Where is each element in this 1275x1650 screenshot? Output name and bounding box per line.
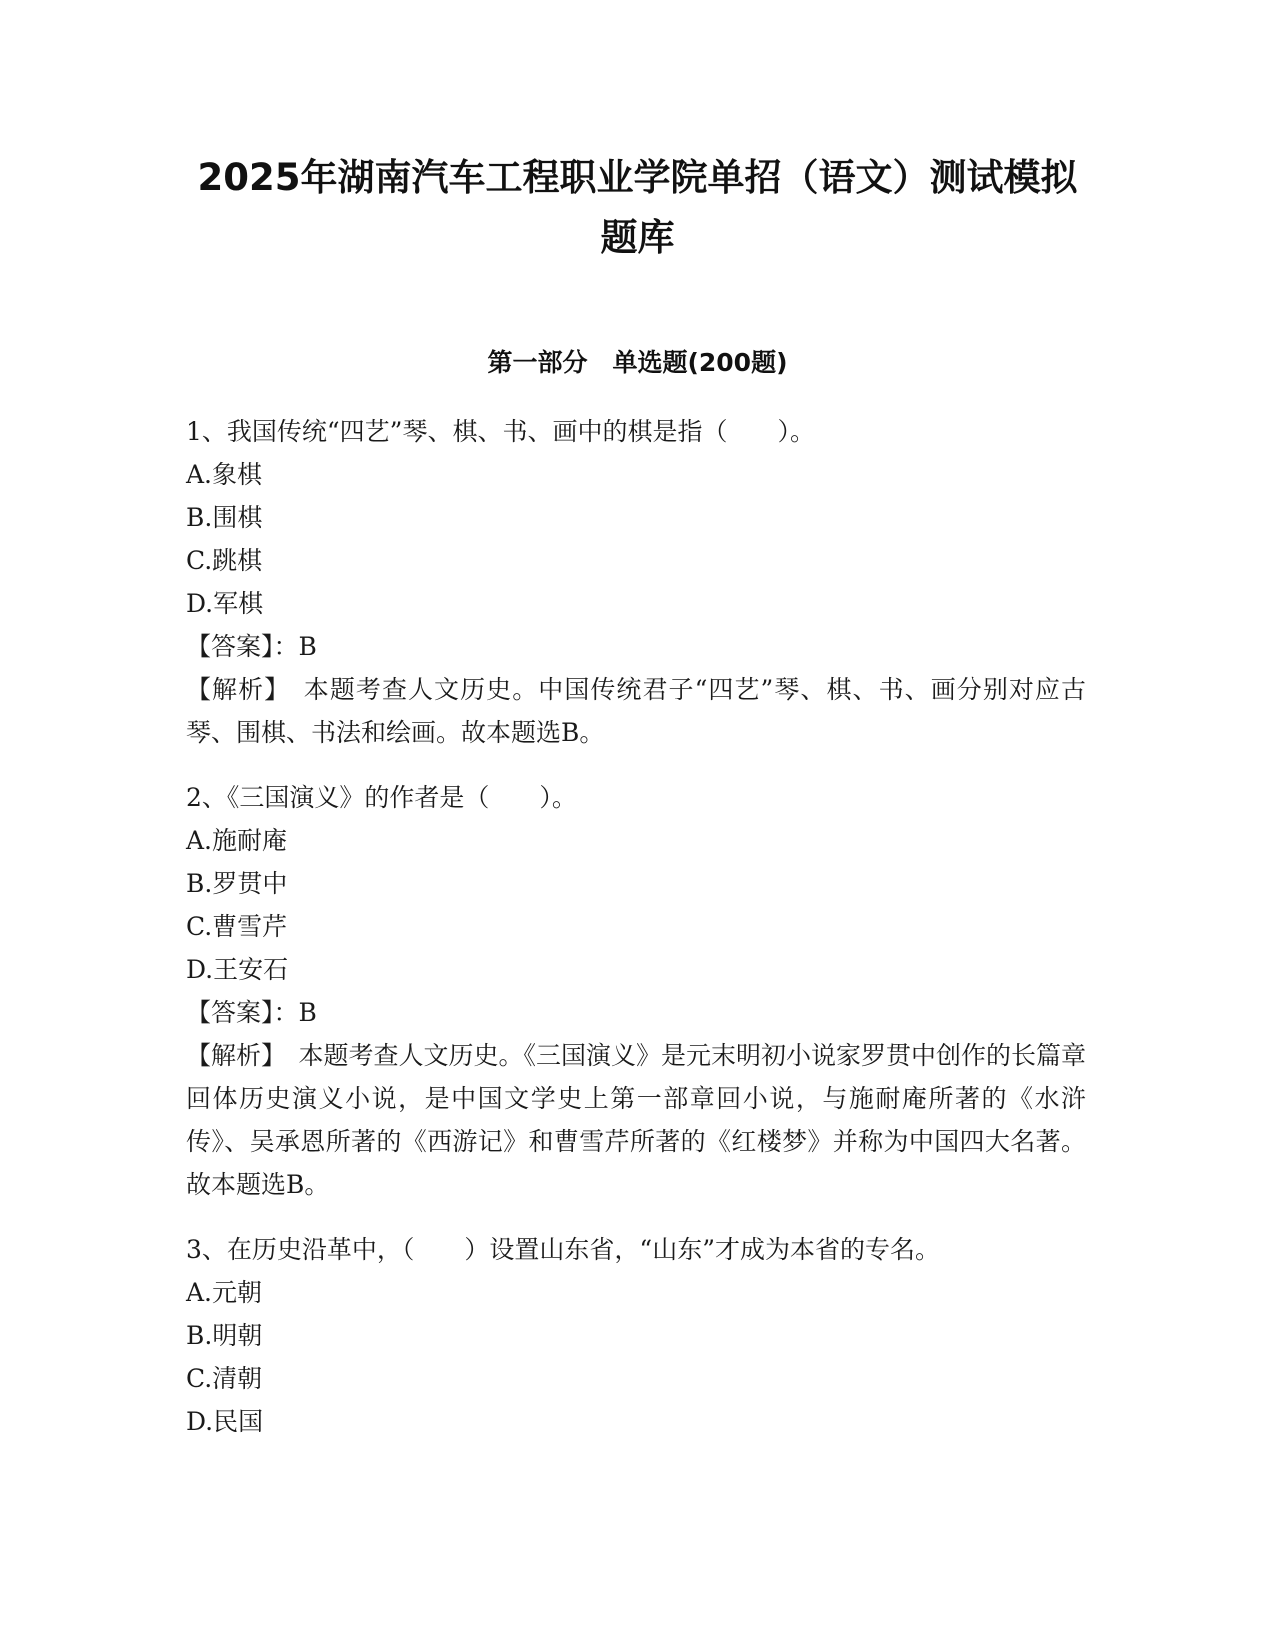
option-a: A.象棋: [186, 460, 263, 489]
option-b: B.罗贯中: [186, 869, 288, 898]
option-c: C.跳棋: [186, 546, 263, 575]
question-1: [186, 410, 1086, 754]
option-a: A.元朝: [186, 1278, 263, 1307]
analysis: 【解析】 本题考查人文历史。《三国演义》是元末明初小说家罗贯中创作的长篇章回体历史演义小说，是中国文学史上第一部章回小说，与施耐庵所著的《水浒传》、吴承恩所著的《西游记》和曹雪芹所著的《红楼梦》并称为中国四大名著。故本题选B。: [186, 1041, 1087, 1199]
document-title-line-1: 2025年湖南汽车工程职业学院单招（语文）测试模拟: [197, 156, 1078, 199]
question-2: [186, 776, 1086, 1206]
analysis: 【解析】 本题考查人文历史。中国传统君子“四艺”琴、棋、书、画分别对应古琴、围棋、书法和绘画。故本题选B。: [186, 675, 1086, 747]
question-spacer: [186, 754, 1086, 776]
option-a: A.施耐庵: [186, 826, 288, 855]
question-spacer: [186, 1206, 1086, 1228]
option-d: D.军棋: [186, 589, 264, 618]
option-d: D.王安石: [186, 955, 289, 984]
option-c: C.曹雪芹: [186, 912, 288, 941]
question-list: [186, 410, 1086, 1443]
option-b: B.明朝: [186, 1321, 263, 1350]
option-d: D.民国: [186, 1407, 264, 1436]
answer: 【答案】：B: [186, 998, 317, 1027]
question-stem: 3、在历史沿革中，（ ）设置山东省，“山东”才成为本省的专名。: [186, 1235, 940, 1264]
question-stem: 1、我国传统“四艺”琴、棋、书、画中的棋是指（ ）。: [186, 417, 815, 446]
document-title: [150, 148, 1125, 268]
option-c: C.清朝: [186, 1364, 263, 1393]
question-stem: 2、《三国演义》的作者是（ ）。: [186, 783, 577, 812]
section-heading: 第一部分 单选题(200题): [487, 348, 788, 377]
question-3: [186, 1228, 1086, 1443]
document-title-line-2: 题库: [600, 216, 675, 259]
answer: 【答案】：B: [186, 632, 317, 661]
option-b: B.围棋: [186, 503, 263, 532]
